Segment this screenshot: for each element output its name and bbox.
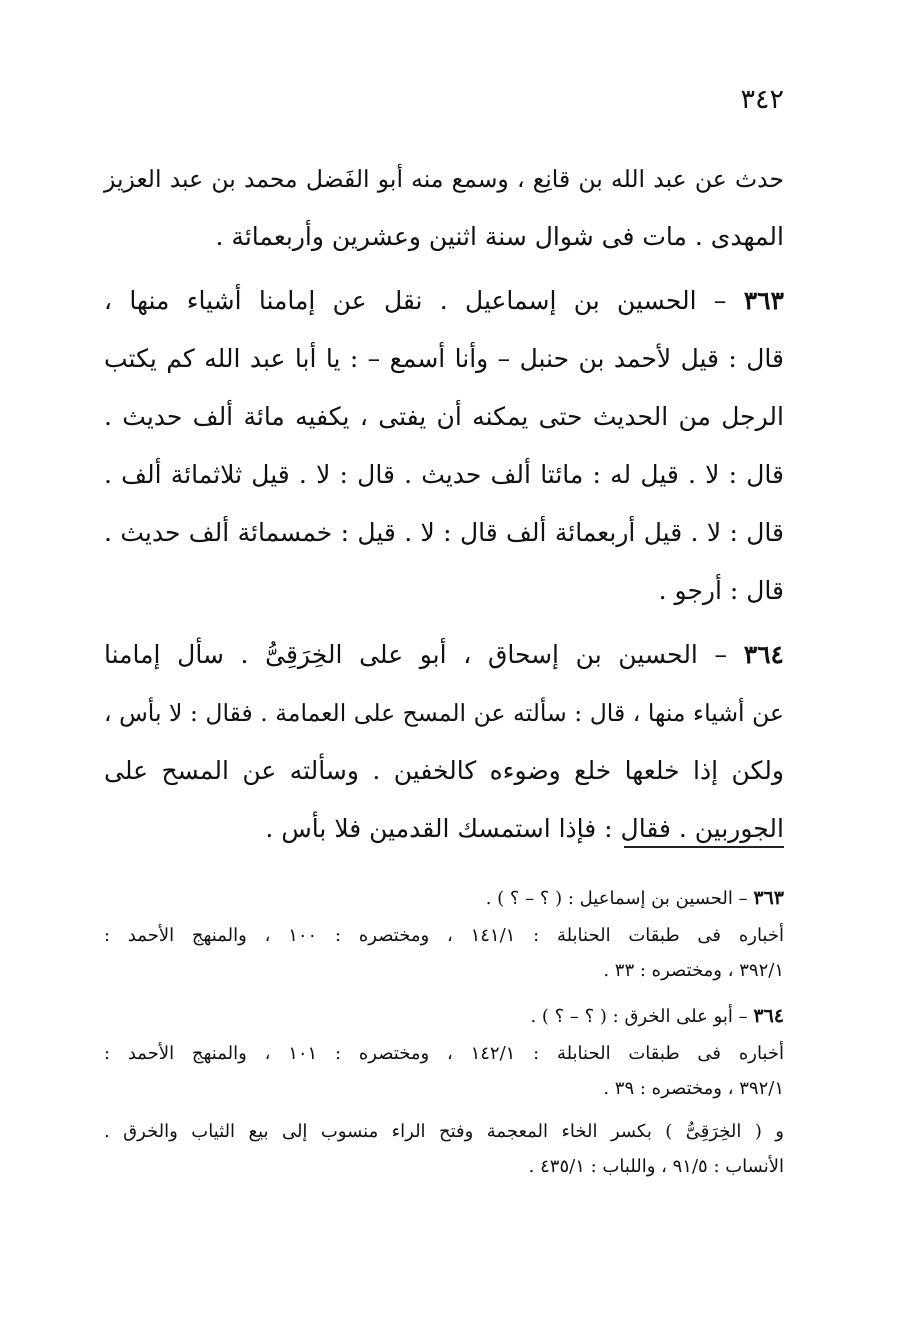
text-line: قال : لا . قيل له : مائتا ألف حديث . قال : لا . قيل ثلاثمائة ألف . bbox=[104, 460, 784, 489]
entry-363 bbox=[104, 272, 784, 620]
footnote-line: الأنساب : ٩١/٥ ، واللباب : ٤٣٥/١ . bbox=[528, 1156, 784, 1177]
text-line: المهدى . مات فى شوال سنة اثنين وعشرين وأربعمائة . bbox=[215, 222, 784, 251]
main-text bbox=[104, 150, 784, 858]
footnote-heading-text: – أبو على الخرق : ( ؟ – ؟ ) . bbox=[530, 1006, 748, 1027]
entry-number: ٣٦٣ bbox=[743, 286, 784, 315]
text-line: الجوربين . فقال : فإذا استمسك القدمين فلا بأس . bbox=[265, 814, 784, 843]
page-number: ٣٤٢ bbox=[740, 84, 784, 115]
footnote-heading bbox=[104, 878, 784, 918]
text-line: الرجل من الحديث حتى يمكنه أن يفتى ، يكفيه مائة ألف حديث . bbox=[104, 402, 784, 431]
footnote-line: و ( الخِرَقِىُّ ) بكسر الخاء المعجمة وفتح الراء منسوب إلى بيع الثياب والخرق . bbox=[104, 1121, 784, 1142]
footnote-heading-text: – الحسين بن إسماعيل : ( ؟ – ؟ ) . bbox=[485, 888, 748, 909]
footnote-line: أخباره فى طبقات الحنابلة : ١٤١/١ ، ومختصره : ١٠٠ ، والمنهج الأحمد : bbox=[104, 925, 784, 946]
footnote-line: أخباره فى طبقات الحنابلة : ١٤٢/١ ، ومختصره : ١٠١ ، والمنهج الأحمد : bbox=[104, 1043, 784, 1064]
footnote-364 bbox=[104, 996, 784, 1184]
footnote-number: ٣٦٤ bbox=[753, 1005, 784, 1027]
text-line: حدث عن عبد الله بن قانِع ، وسمع منه أبو الفَضل محمد بن عبد العزيز bbox=[104, 165, 784, 193]
footnote-separator bbox=[624, 846, 784, 848]
paragraph-continuation bbox=[104, 150, 784, 266]
footnote-363 bbox=[104, 878, 784, 988]
text-line: قال : لا . قيل أربعمائة ألف قال : لا . قيل : خمسمائة ألف حديث . bbox=[104, 518, 784, 547]
entry-first-line bbox=[104, 626, 784, 684]
footnote-number: ٣٦٣ bbox=[753, 887, 784, 909]
text-line: عن أشياء منها ، قال : سألته عن المسح على العمامة . فقال : لا بأس ، bbox=[104, 699, 784, 727]
entry-number: ٣٦٤ bbox=[743, 640, 784, 669]
entry-text: – الحسين بن إسحاق ، أبو على الخِرَقِىُّ . سأل إمامنا bbox=[104, 640, 728, 669]
entry-first-line bbox=[104, 272, 784, 330]
text-line: ولكن إذا خلعها خلع وضوءه كالخفين . وسألته عن المسح على bbox=[104, 756, 784, 785]
text-line: قال : أرجو . bbox=[658, 576, 784, 605]
text-line: قال : قيل لأحمد بن حنبل – وأنا أسمع – : يا أبا عبد الله كم يكتب bbox=[104, 344, 784, 373]
footnote-line: ٣٩٢/١ ، ومختصره : ٣٩ . bbox=[603, 1078, 784, 1099]
footnote-line: ٣٩٢/١ ، ومختصره : ٣٣ . bbox=[603, 960, 784, 981]
footnotes bbox=[104, 878, 784, 1184]
entry-364 bbox=[104, 626, 784, 858]
entry-text: – الحسين بن إسماعيل . نقل عن إمامنا أشياء منها ، bbox=[104, 286, 727, 315]
footnote-heading bbox=[104, 996, 784, 1036]
